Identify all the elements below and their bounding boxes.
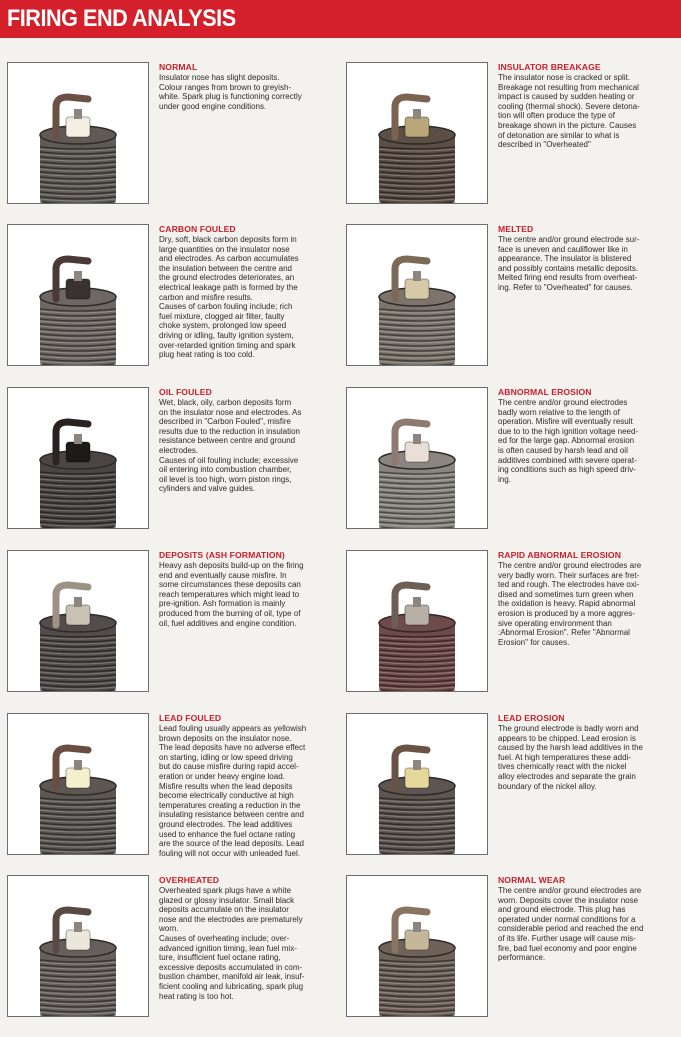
- plug-photo: [346, 875, 488, 1017]
- plug-photo: [346, 224, 488, 366]
- plug-insulator: [405, 442, 429, 462]
- analysis-entry: [339, 550, 679, 712]
- entry-text: [498, 550, 676, 647]
- plug-insulator: [405, 768, 429, 788]
- entry-description: Wet, black, oily, carbon deposits form on the insulator nose and electrodes. As described in "Carbon Fouled", misfire results due to the reduction in insulation resistance between centre and ground electrodes. Causes of oil fouling include; excessive oil entering into combustion chamber, oil level is too high, worn piston rings, cylinders and valve guides.: [159, 398, 302, 494]
- plug-photo: [7, 875, 149, 1017]
- plug-photo: [7, 387, 149, 529]
- entry-title: RAPID ABNORMAL EROSION: [498, 550, 621, 560]
- spark-plug-illustration: [347, 876, 487, 1016]
- entry-text: [498, 62, 676, 150]
- analysis-entry: [339, 875, 679, 1037]
- plug-insulator: [66, 279, 90, 299]
- spark-plug-illustration: [347, 551, 487, 691]
- plug-insulator: [405, 117, 429, 137]
- analysis-entry: [0, 387, 340, 549]
- entry-text: [159, 387, 337, 494]
- entry-text: [159, 550, 337, 628]
- plug-insulator: [405, 279, 429, 299]
- plug-insulator: [66, 117, 90, 137]
- analysis-entry: [339, 713, 679, 875]
- entry-description: Overheated spark plugs have a white glazed or glossy insulator. Small black deposits accumulate on the insulator nose and the electrodes are prematurely worn. Causes of overheating include; over- advanced ignition timing, lean fuel mix- ture, insufficient fuel octane rating, excessive deposits accumulated in com- bustion chamber, manifold air leak, insuf- ficient cooling and lubricating, spark plug heat rating is too hot.: [159, 886, 305, 1001]
- entry-title: NORMAL: [159, 62, 198, 72]
- entry-title: OIL FOULED: [159, 387, 212, 397]
- entry-text: [498, 224, 676, 293]
- plug-insulator: [66, 442, 90, 462]
- plug-photo: [346, 550, 488, 692]
- entry-description: Lead fouling usually appears as yellowish brown deposits on the insulator nose. The lead deposits have no adverse effect on starting, idling or low speed driving but do cause misfire during rapid accel- eration or under heavy engine load. Misfire results when the lead deposits become electrically conductive at high temperatures creating a reduction in the insulating resistance between centre and ground electrodes. The lead additives used to enhance the fuel octane rating are the source of the lead deposits. Lead fouling will not occur with unleaded fuel.: [159, 724, 307, 858]
- plug-photo: [346, 62, 488, 204]
- spark-plug-illustration: [347, 714, 487, 854]
- analysis-entry: [0, 713, 340, 875]
- analysis-entry: [0, 62, 340, 224]
- entry-title: LEAD FOULED: [159, 713, 222, 723]
- spark-plug-illustration: [347, 388, 487, 528]
- spark-plug-illustration: [8, 714, 148, 854]
- entry-title: INSULATOR BREAKAGE: [498, 62, 601, 72]
- page-banner: [0, 0, 681, 38]
- entry-description: Insulator nose has slight deposits. Colour ranges from brown to greyish- white. Spark plug is functioning correctly under good engine conditions.: [159, 73, 302, 111]
- analysis-entry: [339, 387, 679, 549]
- spark-plug-illustration: [8, 551, 148, 691]
- spark-plug-illustration: [8, 876, 148, 1016]
- page-title: FIRING END ANALYSIS: [7, 5, 236, 32]
- plug-photo: [346, 387, 488, 529]
- entry-description: The ground electrode is badly worn and appears to be chipped. Lead erosion is caused by the harsh lead additives in the fuel. At high temperatures these addi- tives chemically react with the nickel alloy electrodes and separate the grain boundary of the nickel alloy.: [498, 724, 643, 791]
- entry-text: [498, 875, 676, 963]
- entry-text: [159, 224, 337, 360]
- entry-text: [159, 62, 337, 111]
- spark-plug-illustration: [347, 225, 487, 365]
- plug-insulator: [405, 930, 429, 950]
- analysis-entry: [339, 224, 679, 386]
- analysis-entry: [0, 875, 340, 1037]
- entry-description: The centre and/or ground electrode sur- face is uneven and cauliflower like in appearance. The insulator is blistered and possibly contains metallic deposits. Melted firing end results from overheat- ing. Refer to "Overheated" for causes.: [498, 235, 640, 292]
- plug-insulator: [66, 605, 90, 625]
- plug-photo: [7, 713, 149, 855]
- entry-text: [159, 875, 337, 1001]
- analysis-entry: [0, 550, 340, 712]
- entry-title: DEPOSITS (ASH FORMATION): [159, 550, 285, 560]
- analysis-entry: [339, 62, 679, 224]
- entry-title: CARBON FOULED: [159, 224, 236, 234]
- entry-description: The insulator nose is cracked or split. Breakage not resulting from mechanical impact is caused by sudden heating or cooling (thermal shock). Severe detona- tion will often produce the type of breakage shown in the picture. Causes of detonation are similar to what is described in "Overheated": [498, 73, 640, 150]
- entry-description: Heavy ash deposits build-up on the firing end and eventually cause misfire. In some circumstances these deposits can reach temperatures which might lead to pre-ignition. Ash formation is mainly produced from the burning of oil, type of oil, fuel additives and engine condition.: [159, 561, 304, 628]
- entry-text: [498, 713, 676, 791]
- plug-photo: [7, 62, 149, 204]
- entry-description: Dry, soft, black carbon deposits form in large quantities on the insulator nose and electrodes. As carbon accumulates the insulation between the centre and the ground electrodes deteriorates, an electrical leakage path is formed by the carbon and misfire results. Causes of carbon fouling include; rich fuel mixture, clogged air filter, faulty choke system, prolonged low speed driving or idling, faulty ignition system, over-retarded ignition timing and spark plug heat rating is too cold.: [159, 235, 299, 360]
- entry-text: [159, 713, 337, 858]
- plug-insulator: [66, 768, 90, 788]
- plug-insulator: [66, 930, 90, 950]
- spark-plug-illustration: [8, 225, 148, 365]
- entry-description: The centre and/or ground electrodes badly worn relative to the length of operation. Misfire will eventually result due to to the high ignition voltage need- ed for the large gap. Abnormal erosion is often caused by harsh lead and oil additives combined with severe operat- ing conditions such as high speed driv- ing.: [498, 398, 639, 484]
- entry-title: NORMAL WEAR: [498, 875, 566, 885]
- entry-title: ABNORMAL EROSION: [498, 387, 592, 397]
- entry-description: The centre and/or ground electrodes are worn. Deposits cover the insulator nose and ground electrode. This plug has operated under normal conditions for a considerable period and reached the end of its life. Further usage will cause mis- fire, bad fuel economy and poor engine performance.: [498, 886, 644, 963]
- spark-plug-illustration: [347, 63, 487, 203]
- plug-photo: [7, 550, 149, 692]
- entry-title: OVERHEATED: [159, 875, 220, 885]
- entry-title: LEAD EROSION: [498, 713, 565, 723]
- plug-insulator: [405, 605, 429, 625]
- entry-description: The centre and/or ground electrodes are very badly worn. Their surfaces are fret- ted and rough. The electrodes have oxi- dised and sometimes turn green when the oxidation is heavy. Rapid abnormal erosion is produced by a more aggres- sive operating environment than :Abnormal Erosion". Refer "Abnormal Erosion" for causes.: [498, 561, 642, 647]
- entry-title: MELTED: [498, 224, 534, 234]
- entry-text: [498, 387, 676, 484]
- plug-photo: [346, 713, 488, 855]
- plug-photo: [7, 224, 149, 366]
- analysis-entry: [0, 224, 340, 386]
- spark-plug-illustration: [8, 63, 148, 203]
- spark-plug-illustration: [8, 388, 148, 528]
